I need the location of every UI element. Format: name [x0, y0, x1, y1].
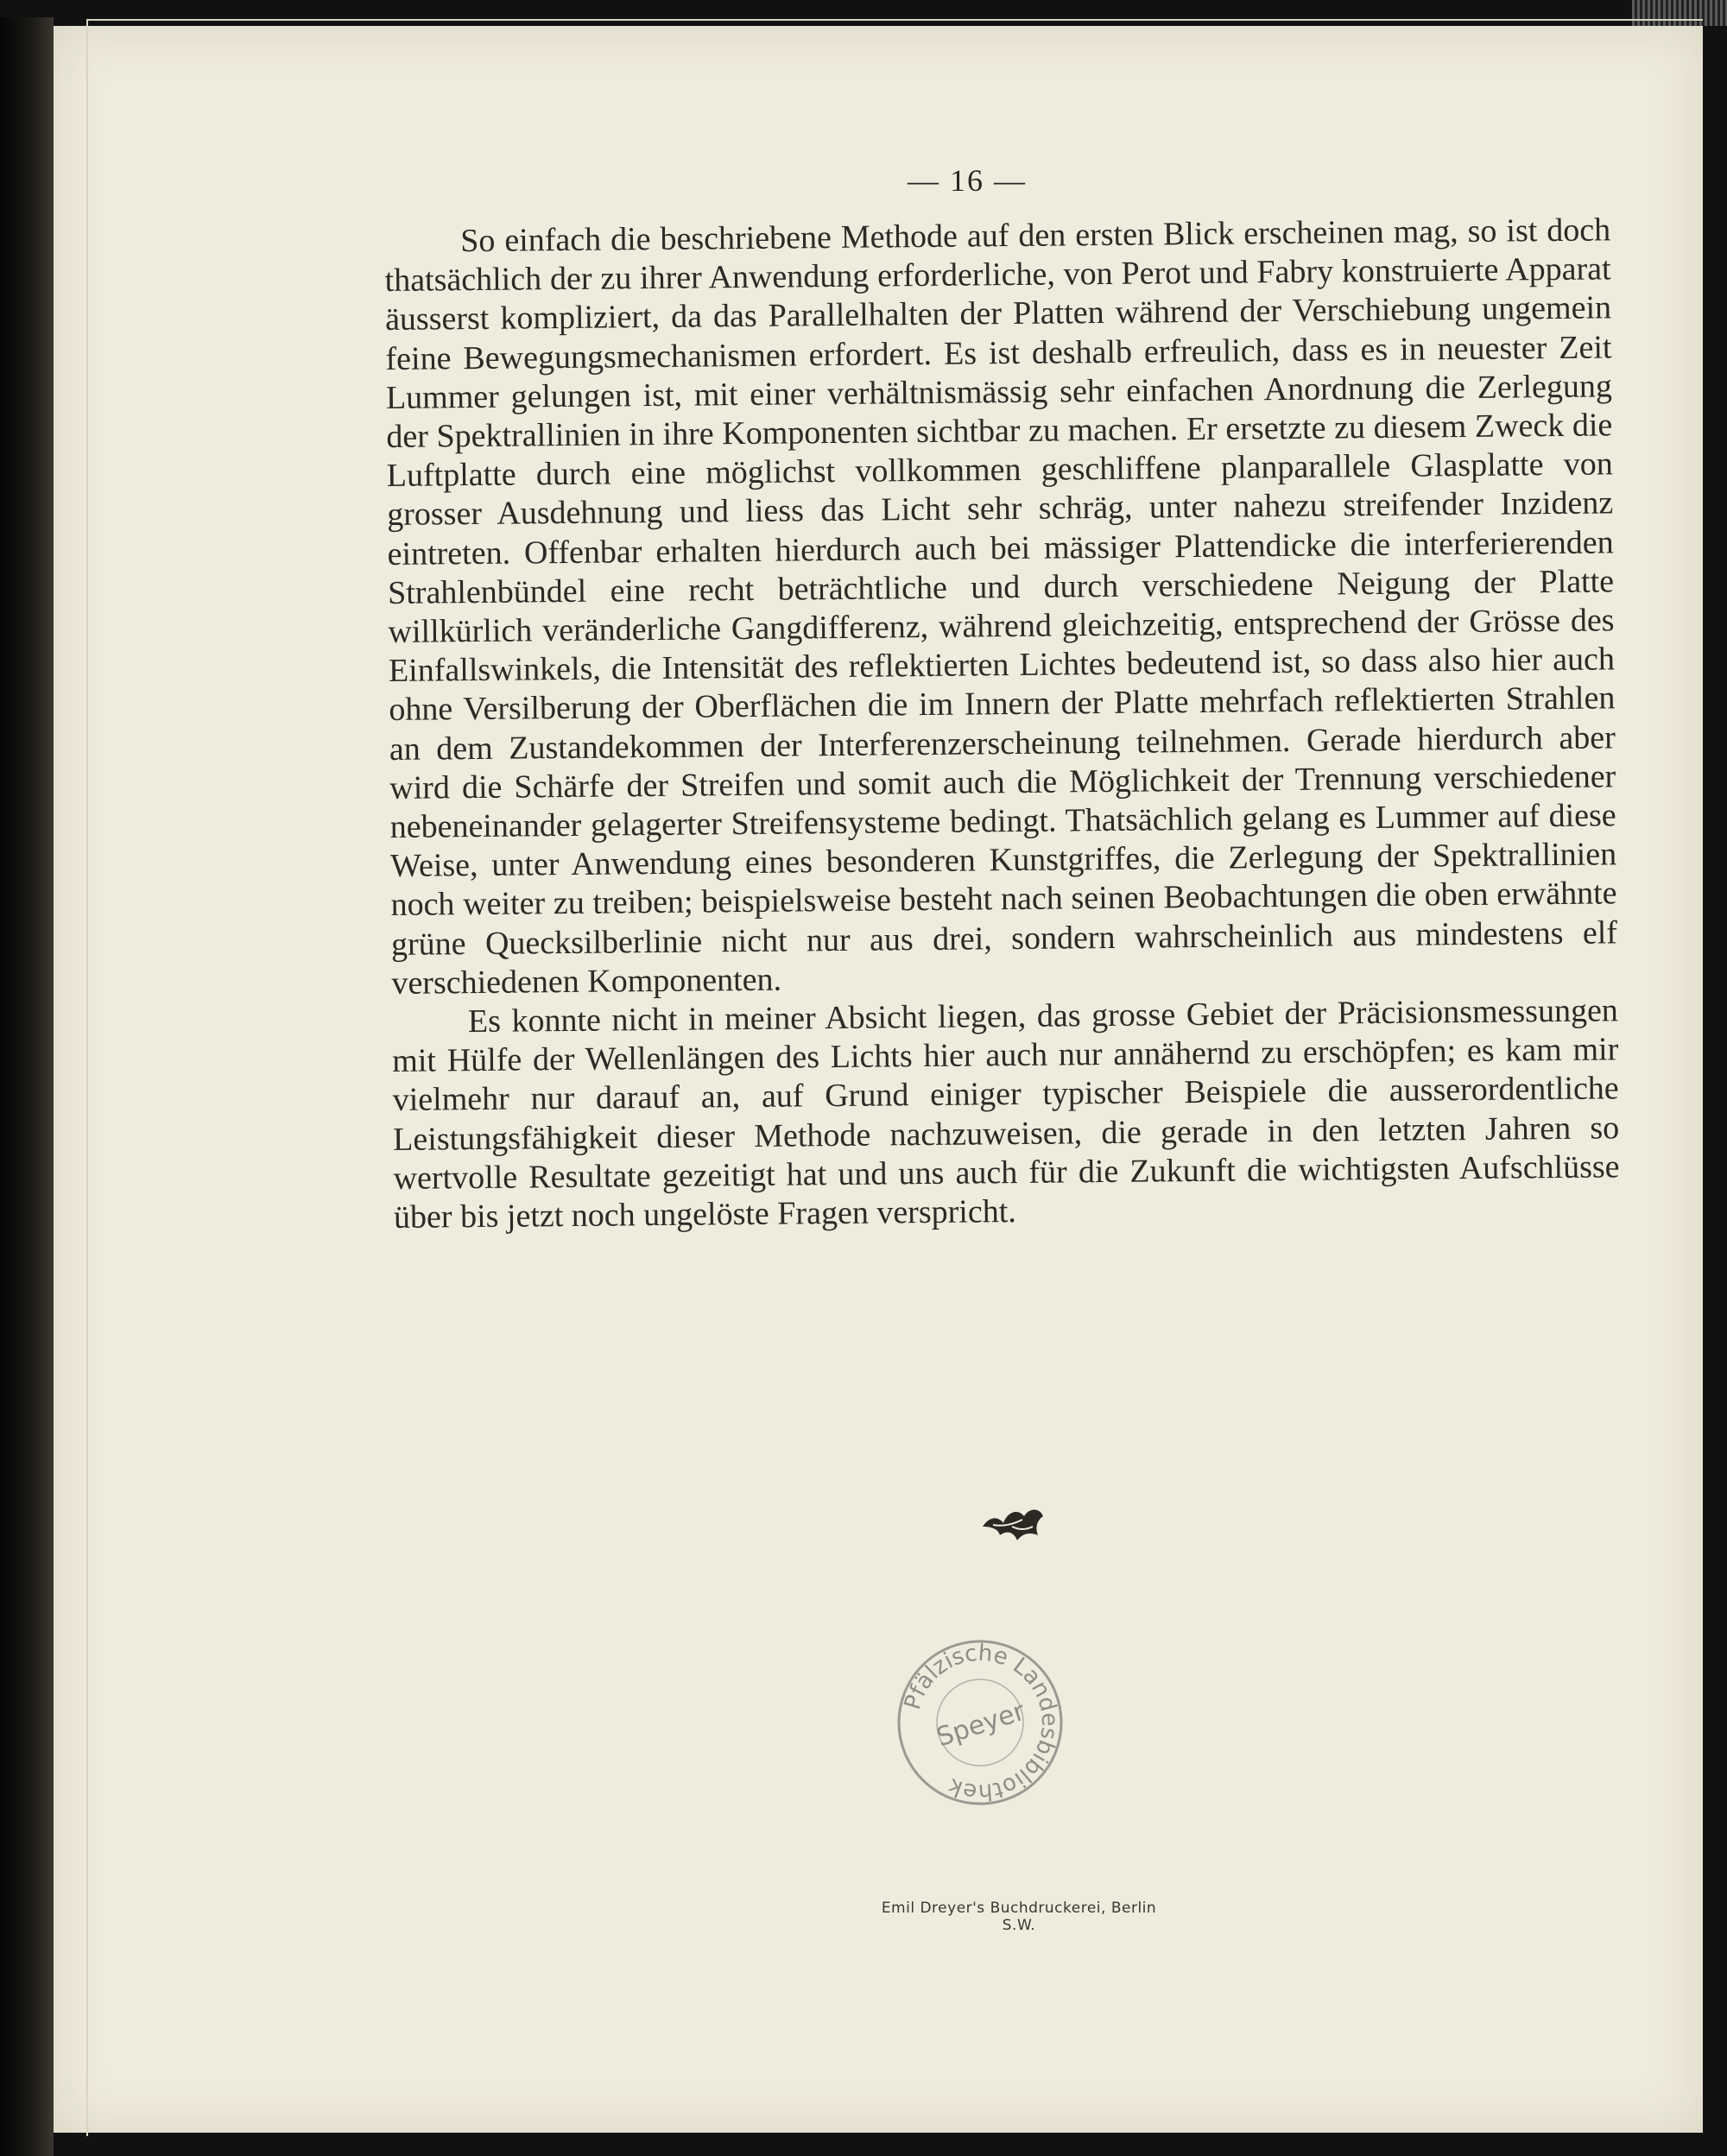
scan-corner-artifact	[1632, 0, 1727, 26]
library-stamp	[894, 1636, 1066, 1809]
stamp-center-text: Speyer	[933, 1696, 1029, 1754]
page-number: — 16 —	[908, 163, 1027, 198]
book-spine	[0, 17, 54, 2156]
paragraph-2: Es konnte nicht in meiner Absicht liegen, das grosse Gebiet der Präcisionsmessungen mit Hülfe der Wellenlängen des Lichts hier auch nur annähernd zu erschöpfen; es kam mir vielmehr nur darauf an, auf Grund einiger typischer Beispiele die ausserordentliche Leistungsfähigkeit dieser Methode nachzuweisen, die gerade in den letzten Jahren so wertvolle Resultate gezeitigt hat und uns auch für die Zukunft die wichtigsten Aufschlüsse über bis jetzt noch ungelöste Fragen verspricht.	[392, 992, 1620, 1236]
paragraph-1: So einfach die beschriebene Methode auf den ersten Blick erscheinen mag, so ist doch thatsächlich der zu ihrer Anwendung erforderliche, von Perot und Fabry konstruierte Apparat äusserst kompliziert, da das Parallelhalten der Platten während der Verschiebung ungemein feine Bewegungsmechanismen erfordert. Es ist deshalb erfreulich, dass es in neuester Zeit Lummer gelungen ist, mit einer verhältnismässig sehr einfachen Anordnung die Zerlegung der Spektrallinien in ihre Komponenten sichtbar zu machen. Er ersetzte zu diesem Zweck die Luftplatte durch eine möglichst vollkommen geschliffene planparallele Glasplatte von grosser Ausdehnung und liess das Licht sehr schräg, unter nahezu streifender Inzidenz eintreten. Offenbar erhalten hierdurch auch bei mässiger Plattendicke die interferierenden Strahlenbündel eine recht beträchtliche und durch verschiedene Neigung der Platte willkürlich veränderliche Gangdifferenz, während gleichzeitig, entsprechend der Grösse des Einfallswinkels, die Intensität des reflektierten Lichtes bedeutend ist, so dass also hier auch ohne Versilberung der Oberflächen die im Innern der Platte mehrfach reflektierten Strahlen an dem Zustandekommen der Interferenzerscheinung teilnehmen. Gerade hierdurch aber wird die Schärfe der Streifen und somit auch die Möglichkeit der Trennung verschiedener nebeneinander gelagerter Streifensysteme bedingt. Thatsächlich gelang es Lummer auf diese Weise, unter Anwendung eines besonderen Kunstgriffes, die Zerlegung der Spektrallinien noch weiter zu treiben; beispielsweise besteht nach seinen Beobachtungen die oben erwähnte grüne Quecksilberlinie nicht nur aus drei, sondern wahrscheinlich aus mindestens elf verschiedenen Komponenten.	[384, 212, 1618, 1002]
stamp-ring-text: Pfälzische Landesbibliothek	[899, 1640, 1063, 1805]
leaf-ornament-icon	[977, 1501, 1047, 1544]
printer-imprint: Emil Dreyer's Buchdruckerei, Berlin S.W.	[881, 1900, 1157, 1934]
body-text	[384, 211, 1620, 1237]
